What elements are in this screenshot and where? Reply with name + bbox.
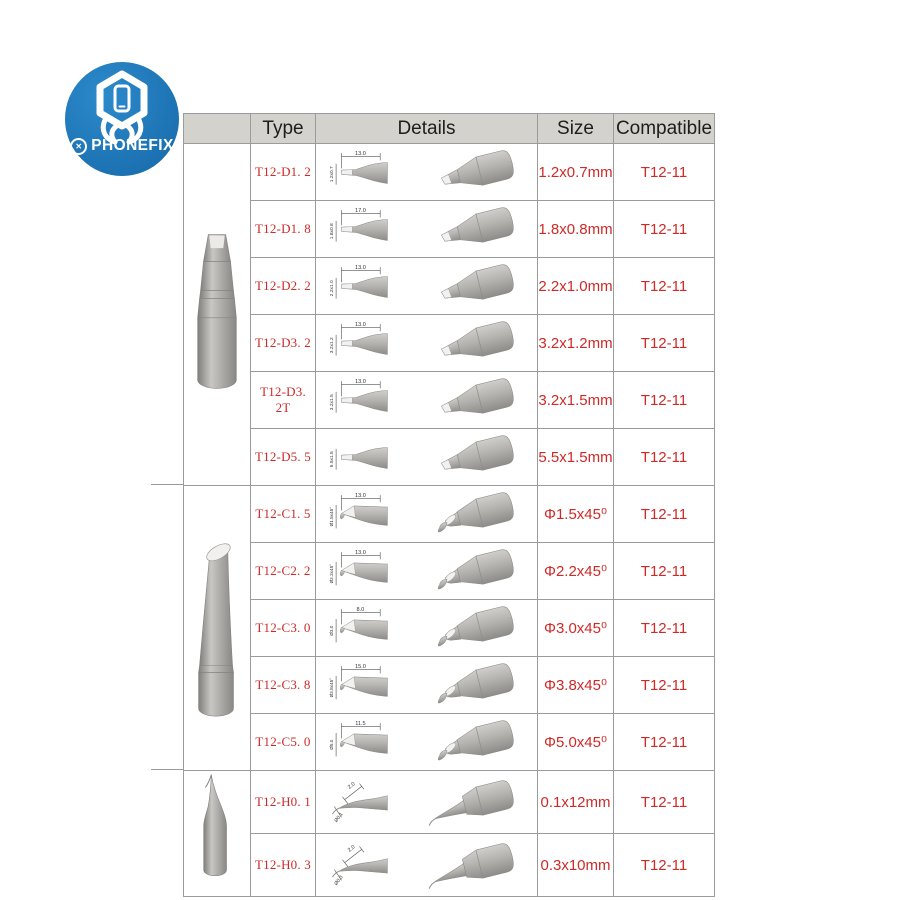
tip-drawing-2d bbox=[328, 602, 418, 654]
table-row bbox=[184, 486, 715, 543]
svg-text:13.0: 13.0 bbox=[354, 321, 366, 328]
compatible-cell: T12-11 bbox=[614, 429, 715, 486]
size-cell: 3.2x1.2mm bbox=[538, 315, 614, 372]
tip-drawing-2d bbox=[328, 488, 418, 540]
type-cell: T12-C2. 2 bbox=[251, 543, 316, 600]
details-cell bbox=[316, 486, 538, 543]
compatible-cell: T12-11 bbox=[614, 600, 715, 657]
table-row bbox=[184, 429, 715, 486]
type-cell: T12-C1. 5 bbox=[251, 486, 316, 543]
tip-drawing-2d bbox=[328, 317, 418, 369]
svg-text:Ø2.2x45°: Ø2.2x45° bbox=[328, 563, 334, 584]
bevel-tip-photo bbox=[185, 530, 249, 722]
size-cell: 5.5x1.5mm bbox=[538, 429, 614, 486]
x-circle-icon: ✕ bbox=[70, 138, 87, 155]
svg-text:Ø1.5x45°: Ø1.5x45° bbox=[328, 506, 334, 527]
size-cell: 2.2x1.0mm bbox=[538, 258, 614, 315]
tip-render-3d bbox=[420, 659, 526, 711]
type-cell: T12-H0. 3 bbox=[251, 834, 316, 897]
tip-render-3d bbox=[420, 776, 526, 828]
svg-text:2.0: 2.0 bbox=[346, 844, 356, 854]
tip-render-3d bbox=[420, 839, 526, 891]
bevel-tip-side-view bbox=[184, 486, 251, 771]
details-cell bbox=[316, 771, 538, 834]
size-cell: Φ3.0x45⁰ bbox=[538, 600, 614, 657]
tip-render-3d bbox=[420, 545, 526, 597]
svg-text:8.0: 8.0 bbox=[356, 606, 364, 613]
tip-drawing-2d bbox=[328, 545, 418, 597]
tip-drawing-2d bbox=[328, 374, 418, 426]
details-cell bbox=[316, 372, 538, 429]
svg-text:2.0: 2.0 bbox=[346, 781, 356, 791]
size-cell: 0.1x12mm bbox=[538, 771, 614, 834]
details-cell bbox=[316, 144, 538, 201]
details-cell bbox=[316, 714, 538, 771]
svg-text:1.2x0.7: 1.2x0.7 bbox=[329, 166, 335, 183]
compatible-cell: T12-11 bbox=[614, 315, 715, 372]
tip-render-3d bbox=[420, 317, 526, 369]
svg-text:2.2x1.0: 2.2x1.0 bbox=[329, 280, 335, 297]
compatible-cell: T12-11 bbox=[614, 771, 715, 834]
type-cell: T12-C3. 0 bbox=[251, 600, 316, 657]
chisel-tip-side-view bbox=[184, 144, 251, 486]
column-header-size: Size bbox=[538, 114, 614, 144]
compatible-cell: T12-11 bbox=[614, 834, 715, 897]
tip-drawing-2d bbox=[328, 203, 418, 255]
group-divider-line bbox=[151, 484, 183, 485]
type-cell: T12-C3. 8 bbox=[251, 657, 316, 714]
compatible-cell: T12-11 bbox=[614, 486, 715, 543]
compatible-cell: T12-11 bbox=[614, 543, 715, 600]
size-cell: 3.2x1.5mm bbox=[538, 372, 614, 429]
svg-text:Ø0.3: Ø0.3 bbox=[333, 875, 345, 887]
svg-text:11.5: 11.5 bbox=[354, 720, 366, 727]
table-row bbox=[184, 834, 715, 897]
tip-render-3d bbox=[420, 488, 526, 540]
compatible-cell: T12-11 bbox=[614, 714, 715, 771]
type-cell: T12-D1. 8 bbox=[251, 201, 316, 258]
svg-text:13.0: 13.0 bbox=[354, 264, 366, 271]
needle-tip-photo bbox=[191, 771, 243, 891]
tip-drawing-2d bbox=[328, 716, 418, 768]
details-cell bbox=[316, 315, 538, 372]
compatible-cell: T12-11 bbox=[614, 201, 715, 258]
brand-name: PHONEFIX bbox=[91, 137, 174, 154]
table-row bbox=[184, 372, 715, 429]
size-cell: 1.2x0.7mm bbox=[538, 144, 614, 201]
tip-drawing-2d bbox=[328, 776, 418, 828]
type-cell: T12-D2. 2 bbox=[251, 258, 316, 315]
svg-text:Ø3.8x45°: Ø3.8x45° bbox=[328, 677, 334, 698]
details-cell bbox=[316, 600, 538, 657]
tip-render-3d bbox=[420, 146, 526, 198]
tip-drawing-2d bbox=[328, 659, 418, 711]
type-cell: T12-C5. 0 bbox=[251, 714, 316, 771]
tip-drawing-2d bbox=[328, 260, 418, 312]
details-cell bbox=[316, 657, 538, 714]
svg-text:13.0: 13.0 bbox=[354, 492, 366, 499]
svg-text:Ø3.0: Ø3.0 bbox=[328, 625, 334, 636]
spec-table bbox=[183, 113, 715, 897]
svg-text:13.0: 13.0 bbox=[354, 378, 366, 385]
svg-text:15.0: 15.0 bbox=[354, 663, 366, 670]
compatible-cell: T12-11 bbox=[614, 258, 715, 315]
compatible-cell: T12-11 bbox=[614, 144, 715, 201]
size-cell: 1.8x0.8mm bbox=[538, 201, 614, 258]
table-row bbox=[184, 543, 715, 600]
svg-text:13.0: 13.0 bbox=[354, 549, 366, 556]
wrench-phone-hex-icon bbox=[64, 61, 180, 177]
table-row bbox=[184, 315, 715, 372]
details-cell bbox=[316, 201, 538, 258]
svg-text:3.2x1.5: 3.2x1.5 bbox=[329, 394, 335, 411]
chisel-tip-photo bbox=[187, 228, 247, 396]
table-row bbox=[184, 144, 715, 201]
table-row bbox=[184, 714, 715, 771]
tip-render-3d bbox=[420, 260, 526, 312]
table-row bbox=[184, 201, 715, 258]
details-cell bbox=[316, 258, 538, 315]
table-row bbox=[184, 657, 715, 714]
tip-drawing-2d bbox=[328, 146, 418, 198]
svg-text:Ø5.0: Ø5.0 bbox=[328, 739, 334, 750]
tip-drawing-2d bbox=[328, 839, 418, 891]
column-header-type: Type bbox=[251, 114, 316, 144]
svg-text:5.5x1.5: 5.5x1.5 bbox=[329, 451, 335, 468]
compatible-cell: T12-11 bbox=[614, 657, 715, 714]
svg-text:1.8x0.8: 1.8x0.8 bbox=[329, 223, 335, 240]
size-cell: Φ3.8x45⁰ bbox=[538, 657, 614, 714]
phonefix-logo bbox=[64, 61, 180, 177]
table-row bbox=[184, 258, 715, 315]
table-row bbox=[184, 771, 715, 834]
size-cell: Φ5.0x45⁰ bbox=[538, 714, 614, 771]
details-cell bbox=[316, 834, 538, 897]
details-cell bbox=[316, 543, 538, 600]
size-cell: Φ1.5x45⁰ bbox=[538, 486, 614, 543]
svg-text:Ø0.1: Ø0.1 bbox=[333, 812, 345, 824]
column-header-details: Details bbox=[316, 114, 538, 144]
type-cell: T12-D3. 2 bbox=[251, 315, 316, 372]
tip-render-3d bbox=[420, 374, 526, 426]
tip-render-3d bbox=[420, 602, 526, 654]
tip-render-3d bbox=[420, 716, 526, 768]
tip-drawing-2d bbox=[328, 431, 418, 483]
svg-text:13.0: 13.0 bbox=[354, 150, 366, 157]
compatible-cell: T12-11 bbox=[614, 372, 715, 429]
needle-tip-side-view bbox=[184, 771, 251, 897]
tip-render-3d bbox=[420, 431, 526, 483]
type-cell: T12-D1. 2 bbox=[251, 144, 316, 201]
logo-caption bbox=[64, 137, 180, 155]
details-cell bbox=[316, 429, 538, 486]
svg-text:17.0: 17.0 bbox=[354, 207, 366, 214]
group-divider-line bbox=[151, 769, 183, 770]
tip-render-3d bbox=[420, 203, 526, 255]
type-cell: T12-H0. 1 bbox=[251, 771, 316, 834]
svg-text:3.2x1.2: 3.2x1.2 bbox=[329, 337, 335, 354]
column-header-compatible: Compatible bbox=[614, 114, 715, 144]
tip-image-column-header bbox=[184, 114, 251, 144]
size-cell: 0.3x10mm bbox=[538, 834, 614, 897]
type-cell: T12-D3. 2T bbox=[251, 372, 316, 429]
type-cell: T12-D5. 5 bbox=[251, 429, 316, 486]
table-row bbox=[184, 600, 715, 657]
header-row bbox=[184, 114, 715, 144]
size-cell: Φ2.2x45⁰ bbox=[538, 543, 614, 600]
